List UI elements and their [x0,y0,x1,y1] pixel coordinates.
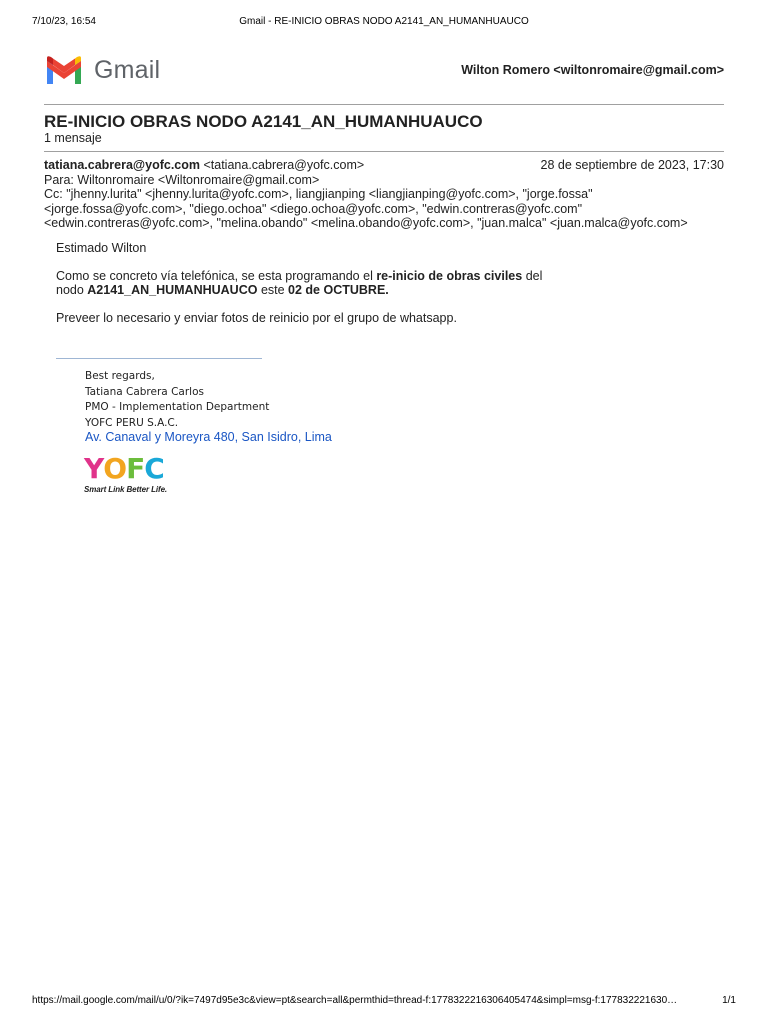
print-header [32,16,736,30]
node-id: A2141_AN_HUMANHUAUCO [87,283,258,297]
body-text: del [522,268,543,283]
body-text: este [257,283,289,297]
yofc-logo-letter: C [144,452,164,485]
thread-subject: RE-INICIO OBRAS NODO A2141_AN_HUMANHUAUCO [44,112,483,131]
signature-divider [56,358,262,359]
gmail-m-icon [44,55,84,85]
print-footer [32,995,736,1009]
signature [85,369,269,431]
sender-address: <tatiana.cabrera@yofc.com> [203,158,365,172]
restart-date: 02 de OCTUBRE. [288,283,389,297]
signature-company: YOFC PERU S.A.C. [85,416,179,429]
print-page-number: 1/1 [722,995,736,1006]
yofc-logo-letter: F [126,452,145,485]
sender-line [44,158,724,173]
body-paragraph-2: Preveer lo necesario y enviar fotos de reinicio por el grupo de whatsapp. [56,310,457,325]
subject-divider [44,151,724,152]
account-identity: Wilton Romero <wiltonromaire@gmail.com> [461,63,724,77]
message-header [44,158,724,231]
to-line: Para: Wiltonromaire <Wiltonromaire@gmail.com> [44,172,320,187]
signature-regards: Best regards, [85,370,155,382]
body-text: Como se concreto vía telefónica, se esta programando el [56,268,377,283]
cc-line-3: <edwin.contreras@yofc.com>, "melina.obando" <melina.obando@yofc.com>, "juan.malca" <juan.malca@yofc.com> [44,216,688,230]
yofc-logo-letter: O [103,452,127,485]
body-paragraph-1 [56,269,576,298]
yofc-logo-letter: Y [84,452,104,485]
signature-address-link[interactable]: Av. Canaval y Moreyra 480, San Isidro, Lima [85,430,332,444]
body-bold-text: re-inicio de obras civiles [376,268,523,283]
gmail-wordmark: Gmail [94,55,161,84]
message-date: 28 de septiembre de 2023, 17:30 [540,158,724,172]
signature-role: PMO - Implementation Department [85,401,270,413]
gmail-logo[interactable] [44,54,160,86]
print-datetime: 7/10/23, 16:54 [32,16,96,27]
cc-line-2: <jorge.fossa@yofc.com>, "diego.ochoa" <diego.ochoa@yofc.com>, "edwin.contreras@yofc.com" [44,201,583,216]
body-text: nodo [56,283,88,297]
yofc-tagline: Smart Link Better Life. [84,485,168,494]
yofc-logo [84,452,176,495]
cc-line-1: Cc: "jhenny.lurita" <jhenny.lurita@yofc.com>, liangjianping <liangjianping@yofc.com>, "jorge.fossa" [44,187,593,201]
message-count: 1 mensaje [44,131,102,145]
message-body [56,241,576,338]
print-title: Gmail - RE-INICIO OBRAS NODO A2141_AN_HUMANHUAUCO [239,16,529,27]
yofc-logo-letters [84,452,176,485]
print-url: https://mail.google.com/mail/u/0/?ik=7497d95e3c&view=pt&search=all&permthid=thread-f:1778322216306405474&simpl=msg-f:177832221630… [32,995,678,1006]
signature-name: Tatiana Cabrera Carlos [85,385,204,398]
greeting: Estimado Wilton [56,241,147,255]
header-divider [44,104,724,105]
sender-email[interactable]: tatiana.cabrera@yofc.com [44,158,200,172]
